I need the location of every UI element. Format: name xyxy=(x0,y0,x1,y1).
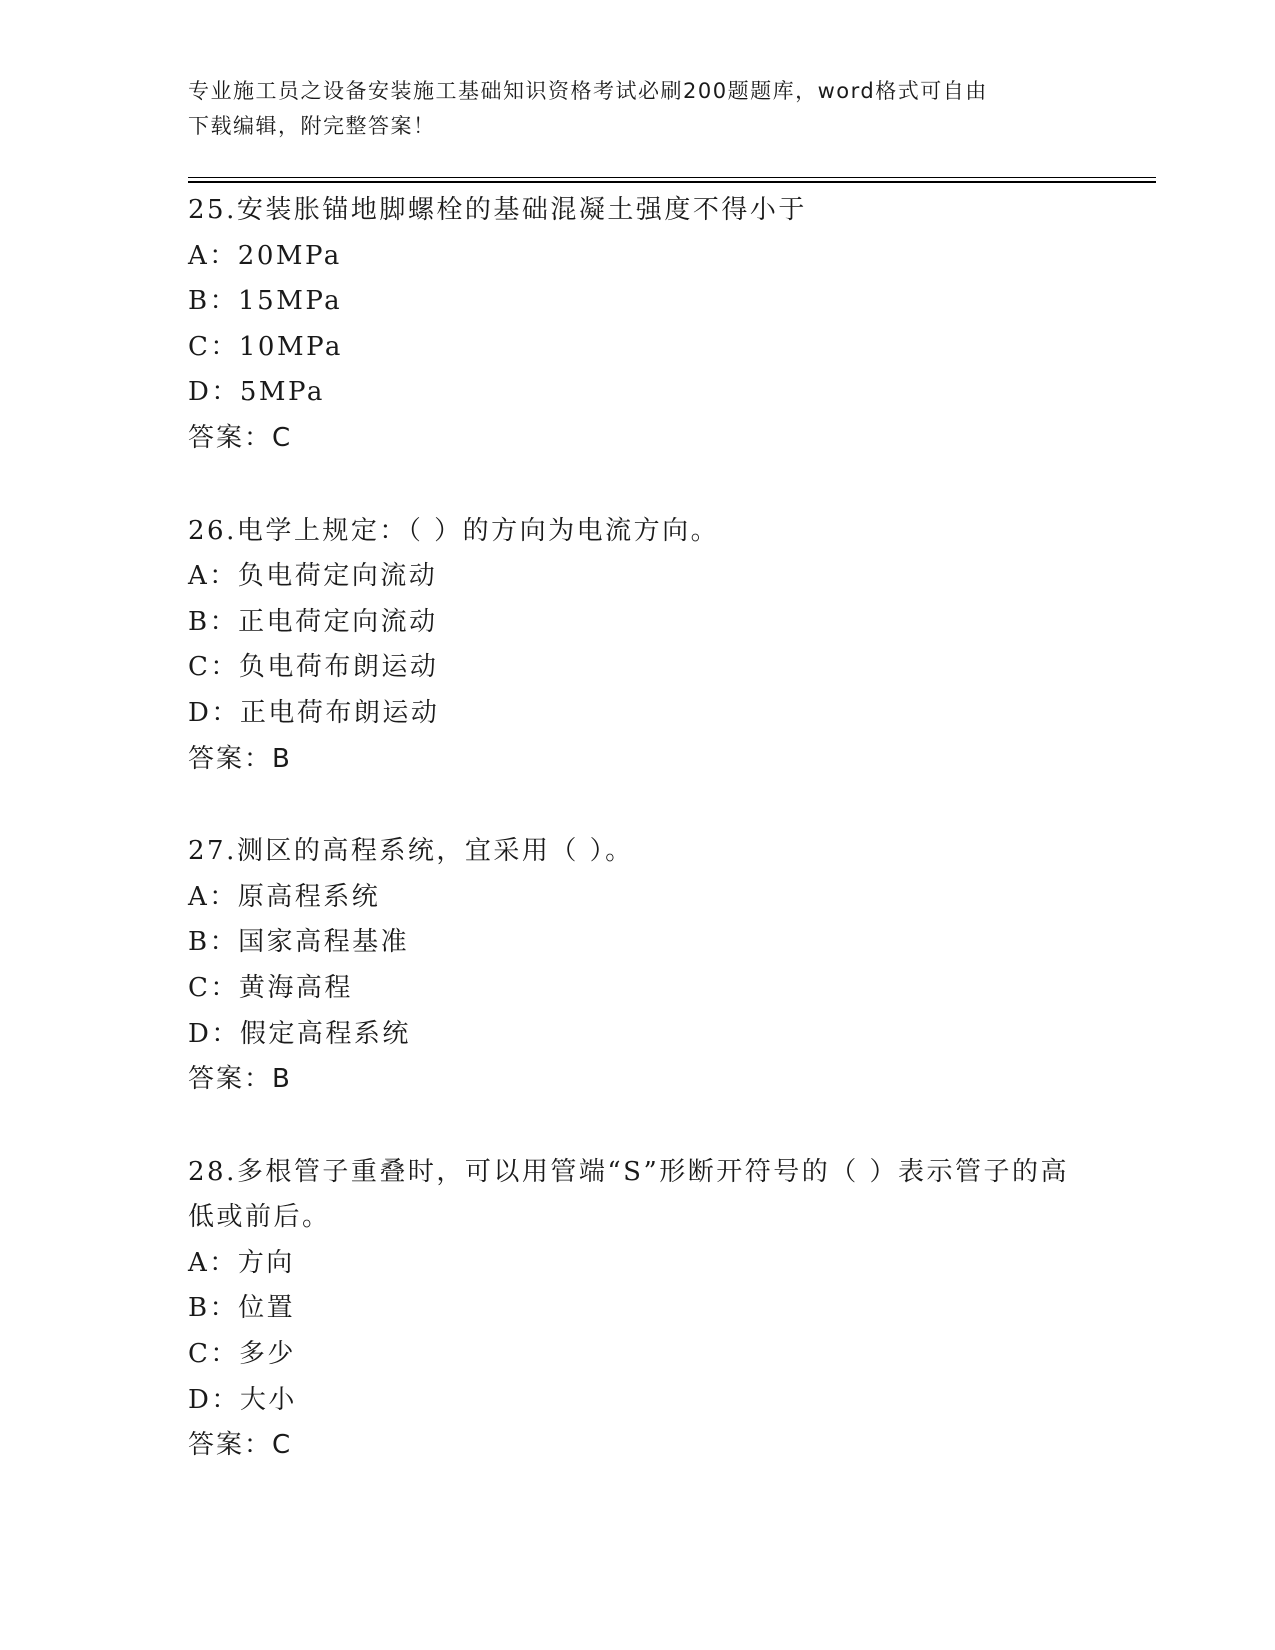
option-a: A：负电荷定向流动 xyxy=(188,561,438,592)
option-d: D：假定高程系统 xyxy=(188,1018,411,1049)
header-title-line-2: 下载编辑，附完整答案！ xyxy=(188,114,436,138)
question-stem: 28.多根管子重叠时，可以用管端“S”形断开符号的（ ）表示管子的高低或前后。 xyxy=(188,1156,1070,1233)
header-title-line-1: 专业施工员之设备安装施工基础知识资格考试必刷200题题库，word格式可自由 xyxy=(188,79,988,103)
answer-line: 答案：C xyxy=(188,422,293,453)
answer-line: 答案：C xyxy=(188,1430,293,1461)
document-header xyxy=(188,74,1088,144)
answer-line: 答案：B xyxy=(188,743,292,774)
question-26 xyxy=(188,509,1088,783)
option-d: D：5MPa xyxy=(188,377,325,408)
option-b: B：正电荷定向流动 xyxy=(188,606,438,637)
question-list xyxy=(188,188,1088,1469)
option-c: C：黄海高程 xyxy=(188,972,353,1003)
option-a: A：方向 xyxy=(188,1247,295,1278)
question-27 xyxy=(188,829,1088,1103)
question-stem: 27.测区的高程系统，宜采用（ ）。 xyxy=(188,836,634,867)
option-c: C：负电荷布朗运动 xyxy=(188,652,439,683)
option-a: A：原高程系统 xyxy=(188,881,381,912)
option-c: C：多少 xyxy=(188,1339,296,1370)
question-28 xyxy=(188,1150,1088,1469)
option-b: B：15MPa xyxy=(188,286,343,317)
question-stem: 25.安装胀锚地脚螺栓的基础混凝土强度不得小于 xyxy=(188,195,807,225)
option-a: A：20MPa xyxy=(188,240,342,271)
option-d: D：大小 xyxy=(188,1384,297,1415)
option-b: B：位置 xyxy=(188,1293,296,1324)
question-25 xyxy=(188,188,1088,462)
question-stem: 26.电学上规定：（ ）的方向为电流方向。 xyxy=(188,515,720,546)
option-c: C：10MPa xyxy=(188,331,343,362)
answer-line: 答案：B xyxy=(188,1064,292,1095)
header-divider-thin xyxy=(188,177,1156,178)
option-b: B：国家高程基准 xyxy=(188,927,410,958)
header-divider-thick xyxy=(188,181,1156,183)
option-d: D：正电荷布朗运动 xyxy=(188,697,440,728)
